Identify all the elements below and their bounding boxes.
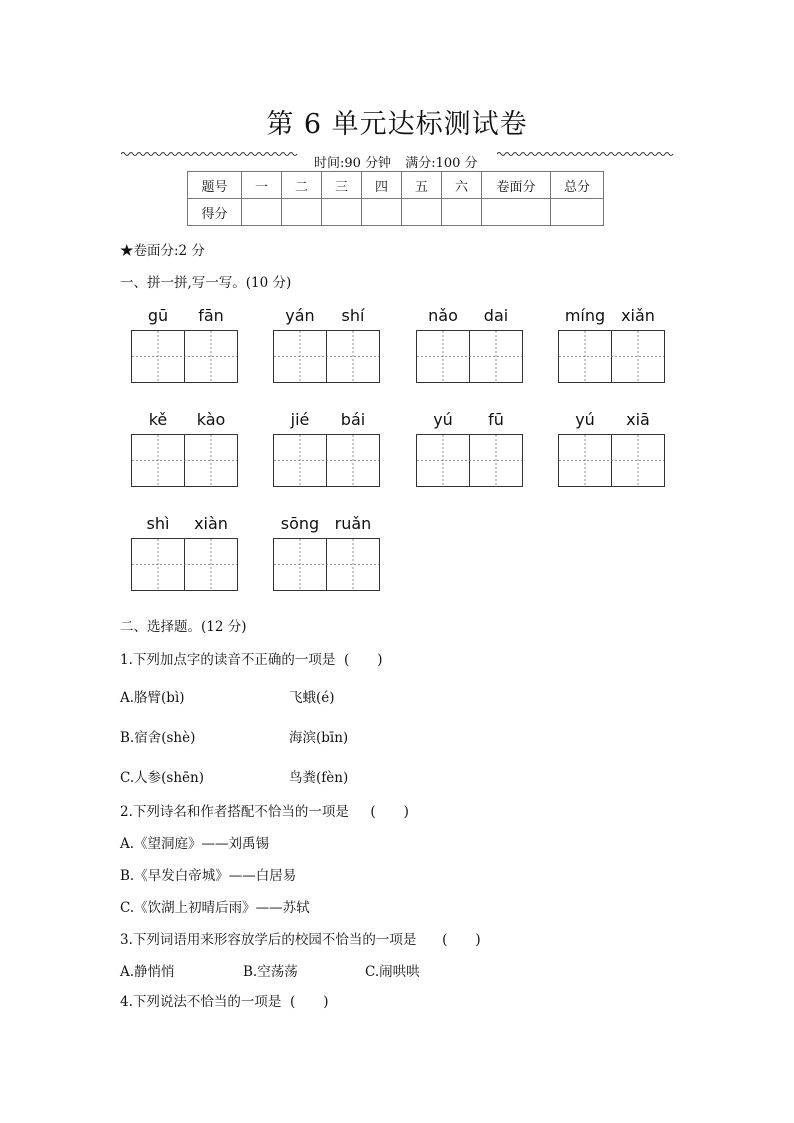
pinyin-label: kào [196,410,226,429]
q1-option-a: A.胳臂(bì) [120,690,185,706]
score-table-header-row [188,172,604,199]
tian-grid-writing-box[interactable] [416,330,523,383]
question-4-text: 4.下列说法不恰当的一项是 [120,994,282,1010]
answer-paren-right: ) [323,994,329,1010]
q3-option-c: C.闹哄哄 [365,964,420,980]
score-header-cell: 题号 [188,172,242,199]
score-row-label: 得分 [188,199,242,226]
section1-heading: 一、拼一拼,写一写。(10 分) [120,275,292,291]
tian-grid-writing-box[interactable] [273,434,380,487]
pinyin-label: yú [575,410,595,429]
answer-paren-left: ( [442,932,448,948]
q1-option-b: B.宿舍(shè) [120,730,196,746]
pinyin-label: fū [488,410,504,429]
q1-option-b-word2: 海滨(bīn) [289,730,349,746]
score-table [187,171,604,226]
score-cell[interactable] [482,199,551,226]
tian-grid-writing-box[interactable] [273,538,380,591]
score-header-cell: 总分 [551,172,604,199]
question-1-text: 1.下列加点字的读音不正确的一项是 [120,652,336,668]
pinyin-label: xiǎn [621,306,655,325]
pinyin-label: fān [198,306,224,325]
tian-grid-writing-box[interactable] [131,434,238,487]
tian-grid-writing-box[interactable] [558,330,665,383]
decorative-divider-left [121,150,299,158]
score-header-cell: 一 [242,172,282,199]
score-cell[interactable] [442,199,482,226]
pinyin-label: jié [290,410,310,429]
neatness-note: ★卷面分:2 分 [120,243,205,259]
pinyin-label: shì [146,514,170,533]
score-cell[interactable] [362,199,402,226]
pinyin-label: dai [483,306,509,325]
pinyin-label: shí [341,306,365,325]
answer-paren-left: ( [289,994,296,1010]
question-1 [120,648,383,668]
pinyin-label: míng [564,306,606,325]
q2-option-c: C.《饮湖上初晴后雨》——苏轼 [120,900,310,916]
q3-option-a: A.静悄悄 [120,964,175,980]
question-3 [120,928,481,948]
tian-grid-writing-box[interactable] [273,330,380,383]
answer-paren-right: ) [475,932,481,948]
q3-option-b: B.空荡荡 [243,964,298,980]
score-header-cell: 三 [322,172,362,199]
pinyin-label: xiā [626,410,650,429]
answer-paren-right: ) [403,804,409,820]
pinyin-label: yú [433,410,453,429]
answer-paren-right: ) [377,652,383,668]
pinyin-label: kě [148,410,168,429]
score-header-cell: 二 [282,172,322,199]
pinyin-label: sōng [280,514,320,533]
score-cell[interactable] [282,199,322,226]
section2-heading: 二、选择题。(12 分) [120,619,247,635]
score-table-score-row [188,199,604,226]
question-2 [120,800,409,820]
tian-grid-writing-box[interactable] [131,538,238,591]
q1-option-c-word2: 鸟粪(fèn) [289,770,349,786]
score-header-cell: 五 [402,172,442,199]
pinyin-label: ruǎn [334,514,372,533]
score-header-cell: 卷面分 [482,172,551,199]
answer-paren-left: ( [343,652,350,668]
pinyin-label: bái [340,410,366,429]
q2-option-a: A.《望洞庭》——刘禹锡 [120,836,270,852]
pinyin-label: xiàn [194,514,228,533]
decorative-divider-right [497,150,675,158]
tian-grid-writing-box[interactable] [416,434,523,487]
tian-grid-writing-box[interactable] [558,434,665,487]
full-score: 满分:100 分 [405,156,478,171]
q1-option-a-word2: 飞蛾(é) [289,690,335,706]
question-2-text: 2.下列诗名和作者搭配不恰当的一项是 [120,804,349,820]
tian-grid-writing-box[interactable] [131,330,238,383]
score-cell[interactable] [242,199,282,226]
q2-option-b: B.《早发白帝城》——白居易 [120,868,297,884]
page-title: 第 6 单元达标测试卷 [266,109,528,140]
pinyin-label: gū [147,306,169,325]
question-3-text: 3.下列词语用来形容放学后的校园不恰当的一项是 [120,932,417,948]
score-header-cell: 四 [362,172,402,199]
score-cell[interactable] [551,199,604,226]
question-4 [120,990,329,1010]
time-limit: 时间:90 分钟 [314,156,392,171]
pinyin-label: nǎo [428,306,458,325]
pinyin-label: yán [285,306,315,325]
exam-meta [314,152,488,171]
score-cell[interactable] [402,199,442,226]
answer-paren-left: ( [370,804,376,820]
q1-option-c: C.人参(shēn) [120,770,204,786]
score-header-cell: 六 [442,172,482,199]
score-cell[interactable] [322,199,362,226]
